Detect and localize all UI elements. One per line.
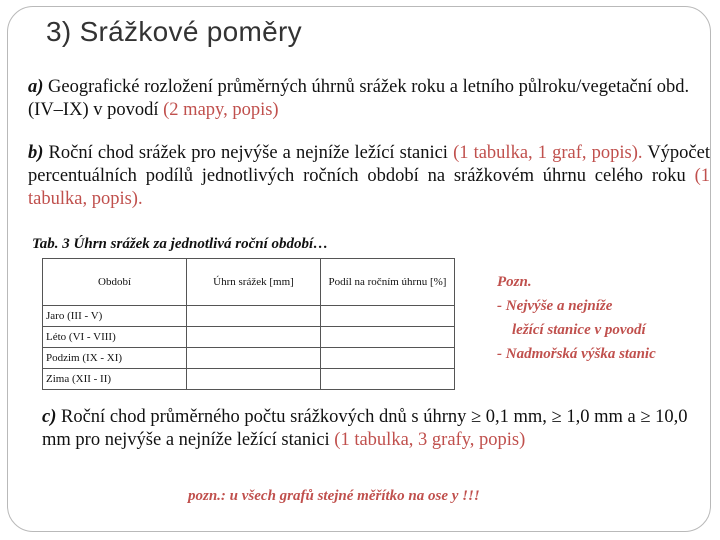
table-row [43, 369, 455, 390]
note-line-3: - Nadmořská výška stanic [497, 346, 656, 362]
task-b [28, 142, 710, 211]
slide-title: 3) Srážkové poměry [46, 16, 302, 47]
table-cell-share [321, 306, 455, 327]
note-title: Pozn. [497, 274, 532, 290]
table-cell-total [187, 306, 321, 327]
footer-note: pozn.: u všech grafů stejné měřítko na ose y !!! [188, 488, 480, 504]
task-a-label: a) [28, 77, 44, 97]
table-cell-period: Léto (VI - VIII) [43, 327, 187, 348]
table-cell-total [187, 327, 321, 348]
seasons-table [42, 258, 455, 390]
task-c-text: Roční chod průměrného počtu srážkových dnů s úhrny ≥ 0,1 mm, ≥ 1,0 mm a ≥ 10,0 mm pro nejvýše a nejníže ležící stanici [42, 407, 688, 450]
table-header-share: Podíl na ročním úhrnu [%] [321, 259, 455, 306]
task-a [28, 76, 693, 122]
table-cell-period: Podzim (IX - XI) [43, 348, 187, 369]
table-cell-share [321, 327, 455, 348]
task-c-label: c) [42, 407, 57, 427]
task-b-label: b) [28, 143, 44, 163]
table-caption: Tab. 3 Úhrn srážek za jednotlivá roční období… [32, 236, 329, 252]
table-cell-total [187, 348, 321, 369]
task-b-text2: Výpočet percentuálních podílů jednotlivých ročních období na srážkovém úhrnu celého roku [28, 143, 710, 186]
table-cell-share [321, 369, 455, 390]
table-header-period: Období [43, 259, 187, 306]
task-a-text: Geografické rozložení průměrných úhrnů srážek roku a letního půlroku/vegetační obd. (IV–IX) v povodí [28, 77, 690, 120]
task-a-note: (2 mapy, popis) [163, 100, 279, 120]
note-box [497, 270, 656, 366]
table-row [43, 327, 455, 348]
table-cell-share [321, 348, 455, 369]
table-cell-period: Jaro (III - V) [43, 306, 187, 327]
table-header-row [43, 259, 455, 306]
note-line-2: ležící stanice v povodí [512, 322, 646, 338]
task-c-note: (1 tabulka, 3 grafy, popis) [334, 430, 526, 450]
table-header-total: Úhrn srážek [mm] [187, 259, 321, 306]
task-c [42, 406, 702, 452]
task-b-note1: (1 tabulka, 1 graf, popis). [453, 143, 643, 163]
task-b-text: Roční chod srážek pro nejvýše a nejníže ležící stanici [48, 143, 448, 163]
note-line-1: - Nejvýše a nejníže [497, 298, 613, 314]
table-cell-total [187, 369, 321, 390]
table-row [43, 348, 455, 369]
table-cell-period: Zima (XII - II) [43, 369, 187, 390]
task-b-note2: (1 tabulka, popis). [28, 166, 710, 209]
table-row [43, 306, 455, 327]
